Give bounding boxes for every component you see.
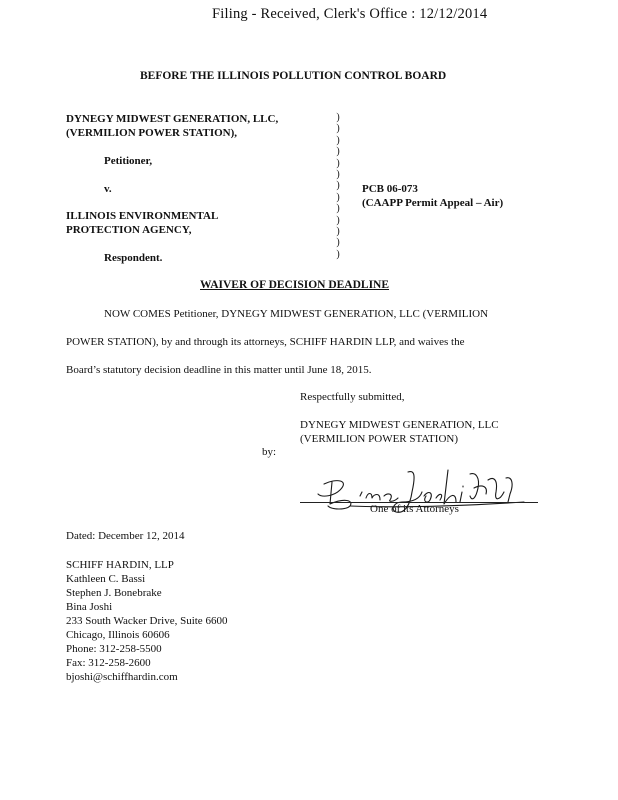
street-address: 233 South Wacker Drive, Suite 6600: [66, 615, 228, 627]
petitioner-name: [66, 112, 278, 140]
body-line-1: NOW COMES Petitioner, DYNEGY MIDWEST GENERATION, LLC (VERMILION: [104, 308, 489, 320]
versus-label: v.: [104, 183, 112, 195]
closing-text: Respectfully submitted,: [300, 391, 405, 403]
email-address: bjoshi@schiffhardin.com: [66, 671, 178, 683]
board-title: BEFORE THE ILLINOIS POLLUTION CONTROL BOARD: [140, 70, 447, 82]
petitioner-name-line1: DYNEGY MIDWEST GENERATION, LLC,: [66, 113, 279, 125]
bracket: ): [336, 214, 340, 226]
bracket: ): [336, 248, 340, 260]
phone-number: Phone: 312-258-5500: [66, 643, 162, 655]
petitioner-role: Petitioner,: [104, 155, 153, 167]
bracket: ): [336, 112, 340, 123]
case-number: PCB 06-073: [362, 183, 418, 195]
respondent-role: Respondent.: [104, 252, 163, 264]
caption-bracket-column: [334, 112, 342, 260]
petitioner-name-line2: (VERMILION POWER STATION),: [66, 127, 238, 139]
bracket: ): [336, 203, 340, 215]
firm-address-block: [66, 558, 227, 684]
document-title: WAIVER OF DECISION DEADLINE: [200, 279, 390, 291]
fax-number: Fax: 312-258-2600: [66, 657, 151, 669]
filing-stamp: Filing - Received, Clerk's Office : 12/12/2014: [212, 6, 488, 22]
attorney-name: Kathleen C. Bassi: [66, 573, 146, 585]
city-state-zip: Chicago, Illinois 60606: [66, 629, 170, 641]
respondent-name: [66, 209, 218, 237]
bracket: ): [336, 191, 340, 203]
body-line-2: POWER STATION), by and through its attorneys, SCHIFF HARDIN LLP, and waives the: [66, 336, 465, 348]
signature-company: [300, 418, 499, 446]
signature-company-line1: DYNEGY MIDWEST GENERATION, LLC: [300, 419, 499, 431]
firm-name: SCHIFF HARDIN, LLP: [66, 559, 174, 571]
bracket: ): [336, 169, 340, 181]
attorney-name: Bina Joshi: [66, 601, 113, 613]
bracket: ): [336, 157, 340, 169]
case-type: (CAAPP Permit Appeal – Air): [362, 197, 504, 209]
bracket: ): [336, 123, 340, 135]
bracket: ): [336, 226, 340, 238]
bracket: ): [336, 237, 340, 249]
by-label: by:: [262, 446, 277, 458]
signature-company-line2: (VERMILION POWER STATION): [300, 433, 458, 445]
bracket: ): [336, 146, 340, 158]
bracket: ): [336, 180, 340, 192]
case-info: [362, 182, 503, 210]
respondent-name-line1: ILLINOIS ENVIRONMENTAL: [66, 210, 219, 222]
respondent-name-line2: PROTECTION AGENCY,: [66, 224, 192, 236]
date-line: Dated: December 12, 2014: [66, 530, 185, 542]
attorney-name: Stephen J. Bonebrake: [66, 587, 162, 599]
body-line-3: Board’s statutory decision deadline in this matter until June 18, 2015.: [66, 364, 372, 376]
signature-caption: One of its Attorneys: [370, 503, 459, 515]
bracket: ): [336, 134, 340, 146]
